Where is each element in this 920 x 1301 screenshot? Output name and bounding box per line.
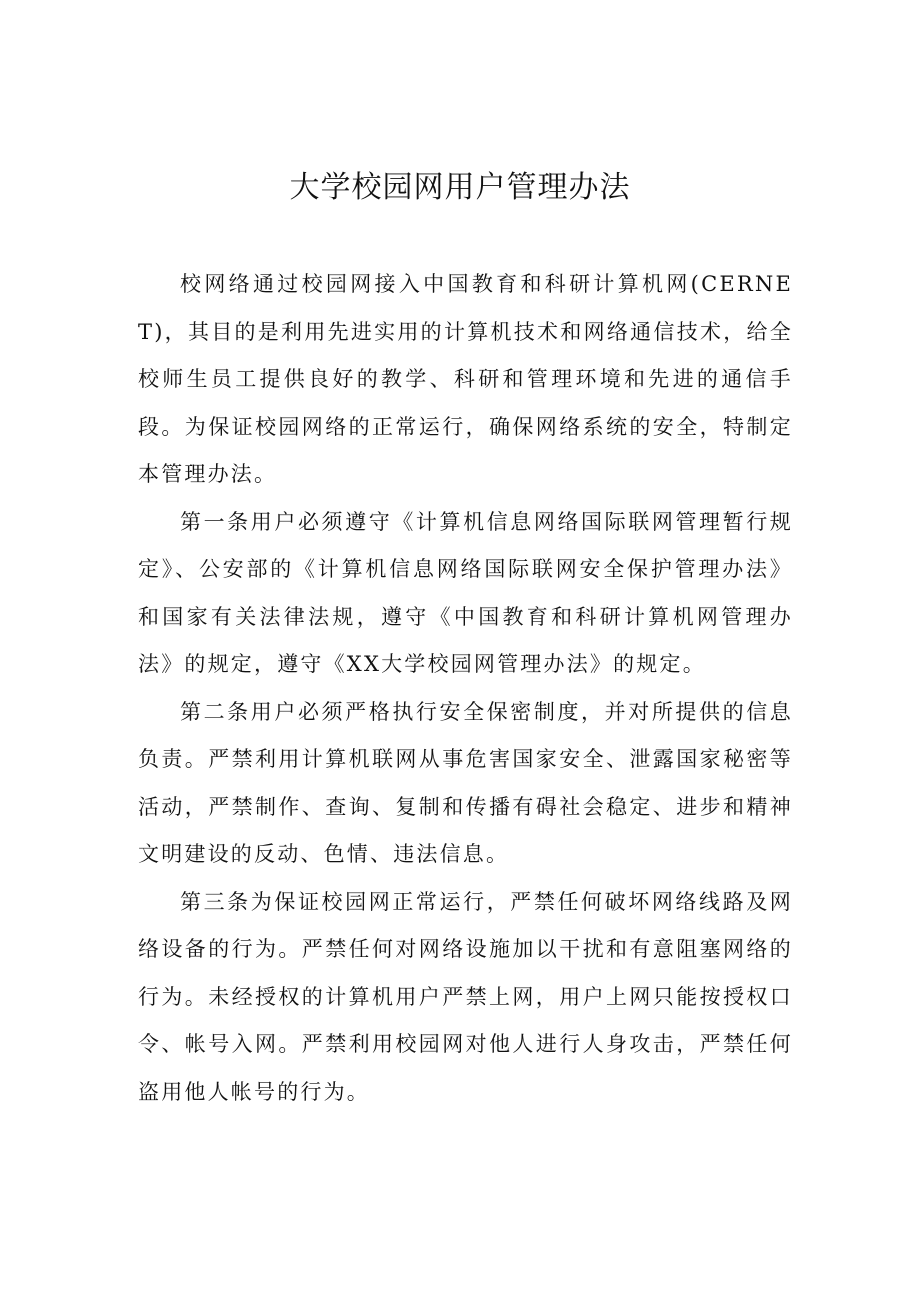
paragraph-intro: 校网络通过校园网接入中国教育和科研计算机网(CERNET)，其目的是利用先进实用的计算机技术和网络通信技术，给全校师生员工提供良好的教学、科研和管理环境和先进的通信手段。为保证校园网络的正常运行，确保网络系统的安全，特制定本管理办法。 — [138, 272, 793, 486]
page-title: 大学校园网用户管理办法 — [289, 170, 631, 205]
paragraph-article-2: 第二条用户必须严格执行安全保密制度，并对所提供的信息负责。严禁利用计算机联网从事危害国家安全、泄露国家秘密等活动，严禁制作、查询、复制和传播有碍社会稳定、进步和精神文明建设的反动、色情、违法信息。 — [138, 699, 793, 866]
paragraph-article-1: 第一条用户必须遵守《计算机信息网络国际联网管理暂行规定》、公安部的《计算机信息网络国际联网安全保护管理办法》和国家有关法律法规，遵守《中国教育和科研计算机网管理办法》的规定，遵守《XX大学校园网管理办法》的规定。 — [138, 509, 793, 676]
paragraph-article-3: 第三条为保证校园网正常运行，严禁任何破坏网络线路及网络设备的行为。严禁任何对网络设施加以干扰和有意阻塞网络的行为。未经授权的计算机用户严禁上网，用户上网只能按授权口令、帐号入网。严禁利用校园网对他人进行人身攻击，严禁任何盗用他人帐号的行为。 — [138, 889, 793, 1104]
document-body — [138, 261, 793, 1116]
